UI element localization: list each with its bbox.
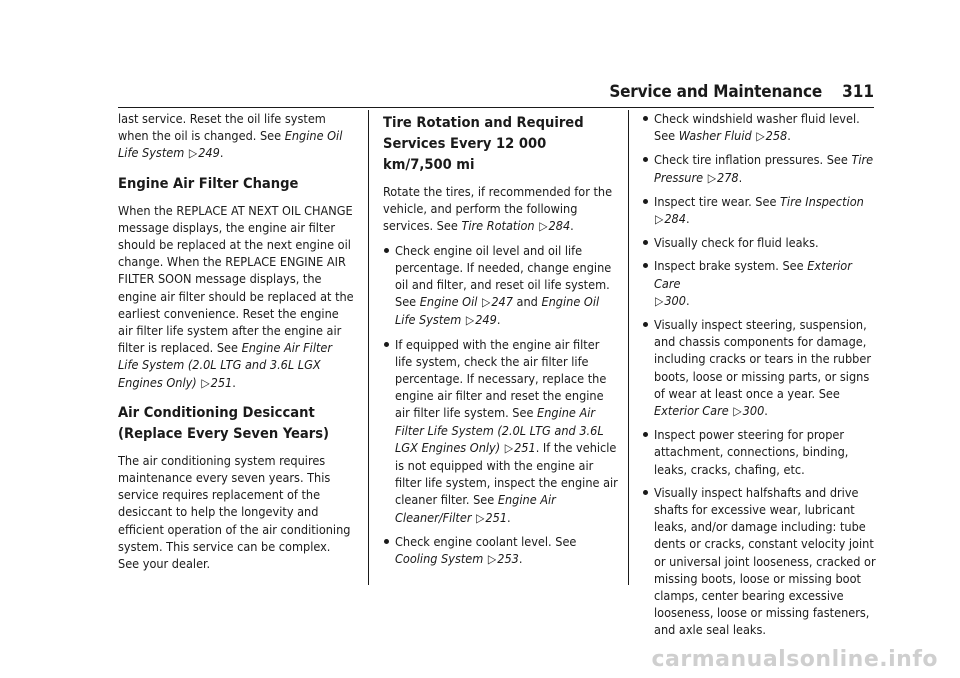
page-ref-arrow-icon: ▷	[756, 129, 765, 144]
list-item: Inspect tire wear. See Tire Inspection ▷284.	[642, 193, 878, 228]
list-item: If equipped with the engine air filter life system, check the air filter life percentage. If necessary, replace the engine air filter and reset the engine air filter life system. See Engine Air Filter Life System (2.0L LTG and 3.6L LGX Engines Only) ▷251. If the vehicle is not equipped with the engine air filter life system, inspect the engine air cleaner filter. See Engine Air Cleaner/Filter ▷251.	[383, 336, 619, 527]
section-heading: Tire Rotation and Required Services Every 12 000 km/7,500 mi	[383, 114, 584, 173]
column-left	[118, 110, 354, 578]
page-ref-number[interactable]: 253	[497, 551, 519, 567]
section-title: Service and Maintenance	[609, 82, 822, 102]
cross-reference-link[interactable]: Washer Fluid	[678, 128, 752, 144]
page-ref-arrow-icon: ▷	[188, 146, 198, 161]
page-ref-arrow-icon: ▷	[707, 170, 716, 185]
cross-reference-link[interactable]: Engine Oil	[419, 294, 478, 310]
cross-reference-link[interactable]: Cooling System	[395, 551, 484, 567]
page-ref-arrow-icon: ▷	[487, 552, 497, 567]
page-ref-number[interactable]: 251	[514, 439, 536, 455]
page-header	[118, 82, 874, 104]
cross-reference-link[interactable]: Tire Rotation	[461, 218, 535, 234]
page-ref-number[interactable]: 251	[210, 374, 233, 390]
header-rule	[118, 107, 874, 108]
section-heading: Engine Air Filter Change	[118, 174, 299, 192]
cross-reference-link[interactable]: Exterior Care	[654, 403, 729, 419]
list-item: Inspect power steering for proper attachment, connections, binding, leaks, cracks, chafing, etc.	[642, 426, 878, 478]
page-ref-number[interactable]: 249	[198, 145, 220, 161]
service-list	[642, 110, 878, 639]
page-ref-number[interactable]: 300	[742, 403, 765, 419]
list-item: Visually check for fluid leaks.	[642, 234, 878, 251]
page-ref-arrow-icon: ▷	[655, 212, 664, 227]
page-number: 311	[842, 82, 874, 102]
page-ref-arrow-icon: ▷	[504, 440, 514, 455]
page-ref-arrow-icon: ▷	[476, 510, 485, 525]
cross-reference-link[interactable]: Engine Oil Life System	[118, 128, 343, 161]
page-ref-number[interactable]: 249	[475, 312, 497, 328]
page-ref-arrow-icon: ▷	[482, 295, 491, 310]
page-ref-arrow-icon: ▷	[201, 375, 210, 390]
paragraph: When the REPLACE AT NEXT OIL CHANGE message displays, the engine air filter should be replaced at the next engine oil change. When the REPLACE ENGINE AIR FILTER SOON message displays, the engine air filter should be replaced at the earliest convenience. Reset the engine air filter life system after the engine air filter is replaced. See Engine Air Filter Life System (2.0L LTG and 3.6L LGX Engines Only) ▷251.	[118, 202, 354, 390]
service-list	[383, 242, 619, 569]
cross-reference-link[interactable]: Exterior Care	[654, 258, 852, 291]
page-ref-number[interactable]: 284	[664, 211, 686, 227]
list-item: Check engine oil level and oil life percentage. If needed, change engine oil and filter, and reset oil life system. See Engine Oil ▷247 and Engine Oil Life System ▷249.	[383, 242, 619, 330]
cross-reference-link[interactable]: Tire Pressure	[654, 152, 874, 185]
paragraph: last service. Reset the oil life system when the oil is changed. See Engine Oil Life System ▷249.	[118, 111, 343, 161]
column-middle	[383, 110, 619, 574]
column-right	[642, 110, 878, 645]
list-item: Check tire inflation pressures. See Tire Pressure ▷278.	[642, 151, 878, 186]
page-ref-number[interactable]: 247	[491, 294, 513, 310]
cross-reference-link[interactable]: Engine Air Cleaner/Filter	[395, 492, 556, 525]
page-ref-number[interactable]: 300	[664, 292, 686, 308]
cross-reference-link[interactable]: Tire Inspection	[780, 193, 864, 209]
page-ref-arrow-icon: ▷	[539, 219, 548, 234]
page-ref-number[interactable]: 258	[765, 128, 788, 144]
section-heading: Air Conditioning Desiccant (Replace Every Seven Years)	[118, 403, 330, 442]
paragraph: The air conditioning system requires maintenance every seven years. This service requires replacement of the desiccant to help the longevity and efficient operation of the air conditioning system. This service can be complex. See your dealer.	[118, 452, 351, 572]
cross-reference-link[interactable]: Engine Oil Life System	[395, 294, 600, 328]
cross-reference-link[interactable]: Engine Air Filter Life System (2.0L LTG and 3.6L LGX Engines Only)	[395, 405, 604, 455]
list-item: Visually inspect halfshafts and drive shafts for excessive wear, lubricant leaks, and/or damage including: tube dents or cracks, constant velocity joint or universal joint looseness, cracked or missing boots, loose or missing boot clamps, center bearing excessive looseness, loose or missing fasteners, and axle seal leaks.	[642, 484, 878, 639]
cross-reference-link[interactable]: Engine Air Filter Life System (2.0L LTG and 3.6L LGX Engines Only)	[118, 340, 333, 390]
list-item: Check windshield washer fluid level. See Washer Fluid ▷258.	[642, 110, 878, 145]
page-ref-arrow-icon: ▷	[655, 293, 664, 308]
page-ref-number[interactable]: 251	[485, 509, 508, 525]
column-divider	[368, 110, 369, 585]
paragraph: Rotate the tires, if recommended for the vehicle, and perform the following services. See Tire Rotation ▷284.	[383, 184, 613, 234]
list-item: Check engine coolant level. See Cooling System ▷253.	[383, 533, 619, 568]
watermark-text: carmanualsonline.info	[651, 647, 938, 672]
page-ref-arrow-icon: ▷	[465, 313, 475, 328]
page-ref-number[interactable]: 284	[548, 218, 571, 234]
page-ref-number[interactable]: 278	[717, 169, 739, 185]
list-item: Inspect brake system. See Exterior Care ▷300.	[642, 257, 878, 310]
column-divider	[628, 110, 629, 585]
list-item: Visually inspect steering, suspension, and chassis components for damage, including cracks or tears in the rubber boots, loose or missing parts, or signs of wear at least once a year. See Exterior Care ▷300.	[642, 316, 878, 420]
page-ref-arrow-icon: ▷	[733, 404, 742, 419]
